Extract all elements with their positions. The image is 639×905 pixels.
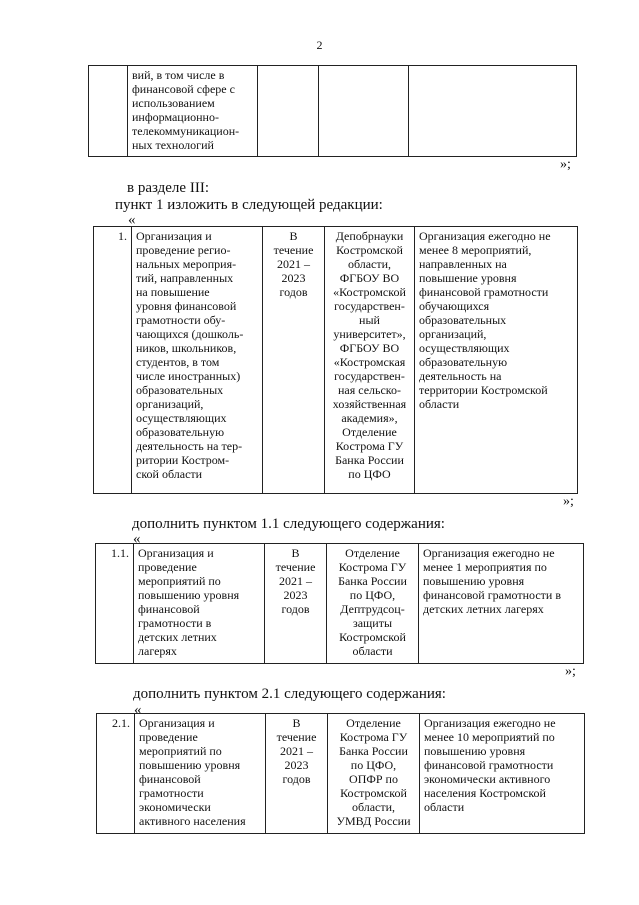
cell-text-line: организаций, bbox=[419, 327, 487, 341]
cell-text-line: грамотности в bbox=[138, 616, 212, 630]
cell-text-line: образовательную bbox=[136, 425, 225, 439]
point-1-heading: пункт 1 изложить в следующей редакции: bbox=[115, 197, 383, 213]
table-row bbox=[94, 227, 578, 494]
cell-text-line: повышению уровня bbox=[424, 744, 526, 758]
cell-text-line: Банка России bbox=[335, 453, 404, 467]
executor-cell bbox=[327, 544, 419, 664]
cell-text-line: на повышение bbox=[136, 285, 210, 299]
cell-text-line: Дептрудсоц- bbox=[340, 602, 405, 616]
opening-quote: « bbox=[128, 212, 136, 228]
cell-text-line: Кострома ГУ bbox=[339, 730, 408, 744]
cell-text-line: студентов, в том bbox=[136, 355, 220, 369]
table-row bbox=[96, 544, 584, 664]
cell-text-line: финансовой bbox=[138, 602, 200, 616]
cell-text-line: академия», bbox=[341, 411, 398, 425]
cell-text-line: государствен- bbox=[334, 369, 405, 383]
table-row bbox=[97, 714, 585, 834]
cell-text-line: повышению уровня bbox=[423, 574, 525, 588]
executor-cell bbox=[328, 714, 420, 834]
cell-text-line: годов bbox=[282, 772, 311, 786]
opening-quote: « bbox=[134, 702, 142, 718]
cell-text-line: 2021 – bbox=[280, 744, 313, 758]
cell-text-line: ФГБОУ ВО bbox=[339, 271, 400, 285]
cell-text-line: грамотности bbox=[139, 786, 204, 800]
cell-text-line: течение bbox=[276, 730, 317, 744]
executor-cell bbox=[325, 227, 415, 494]
cell-text-line: детских летних bbox=[138, 630, 217, 644]
cell-text-line: Костромской bbox=[336, 243, 403, 257]
term-cell bbox=[265, 544, 327, 664]
cell-text-line: лагерях bbox=[138, 644, 177, 658]
cell-text-line: образовательных bbox=[419, 313, 507, 327]
cell-text-line: 2023 bbox=[283, 588, 308, 602]
cell-text-line: осуществляющих bbox=[419, 341, 510, 355]
cell-text-line: повышение уровня bbox=[419, 271, 517, 285]
result-cell bbox=[409, 66, 577, 157]
cell-text-line: Костромской bbox=[340, 786, 407, 800]
cell-text-line: годов bbox=[281, 602, 310, 616]
cell-text-line: проведение регио- bbox=[136, 243, 231, 257]
cell-text-line: экономически bbox=[139, 800, 211, 814]
cell-text-line: Кострома ГУ bbox=[335, 439, 404, 453]
event-cell bbox=[134, 544, 265, 664]
cell-text-line: ный bbox=[359, 313, 380, 327]
cell-text-line: активного населения bbox=[139, 814, 246, 828]
cell-text-line: тий, направленных bbox=[136, 271, 234, 285]
cell-text-line: направленных на bbox=[419, 257, 507, 271]
cell-text-line: Отделение bbox=[346, 716, 401, 730]
cell-text-line: Организация ежегодно не bbox=[423, 546, 555, 560]
closing-quote: »; bbox=[563, 494, 574, 509]
cell-text-line: проведение bbox=[138, 560, 197, 574]
number-cell: 1. bbox=[94, 227, 132, 494]
cell-text-line: мероприятий по bbox=[139, 744, 222, 758]
cell-text-line: уровня финансовой bbox=[136, 299, 237, 313]
cell-text-line: ОПФР по bbox=[349, 772, 398, 786]
cell-text-line: ФГБОУ ВО bbox=[339, 341, 400, 355]
cell-text-line: Организация и bbox=[139, 716, 215, 730]
event-cell bbox=[128, 66, 258, 157]
cell-text-line: телекоммуникацион- bbox=[132, 124, 240, 138]
cell-text-line: государствен- bbox=[334, 299, 405, 313]
result-cell bbox=[420, 714, 585, 834]
cell-text-line: чающихся (дошколь- bbox=[136, 327, 244, 341]
number-cell: 1.1. bbox=[96, 544, 134, 664]
cell-text-line: числе иностранных) bbox=[136, 369, 241, 383]
cell-text-line: нальных мероприя- bbox=[136, 257, 237, 271]
cell-text-line: УМВД России bbox=[336, 814, 411, 828]
table-continuation bbox=[88, 65, 577, 157]
cell-text-line: финансовой грамотности в bbox=[423, 588, 562, 602]
cell-text-line: университет», bbox=[333, 327, 406, 341]
cell-text-line: Организация ежегодно не bbox=[424, 716, 556, 730]
cell-text-line: повышению уровня bbox=[139, 758, 241, 772]
point-2-1-heading: дополнить пунктом 2.1 следующего содержания: bbox=[133, 686, 446, 702]
cell-text-line: Отделение bbox=[345, 546, 400, 560]
cell-text-line: 2021 – bbox=[279, 574, 312, 588]
cell-text-line: Отделение bbox=[342, 425, 397, 439]
cell-text-line: Костромской bbox=[339, 630, 406, 644]
number-cell bbox=[89, 66, 128, 157]
number-cell: 2.1. bbox=[97, 714, 135, 834]
result-cell bbox=[419, 544, 584, 664]
cell-text-line: годов bbox=[279, 285, 308, 299]
cell-text-line: деятельность на тер- bbox=[136, 439, 243, 453]
cell-text-line: финансовой сфере с bbox=[132, 82, 235, 96]
cell-text-line: экономически активного bbox=[424, 772, 551, 786]
cell-text-line: грамотности обу- bbox=[136, 313, 226, 327]
term-cell bbox=[258, 66, 319, 157]
cell-text-line: проведение bbox=[139, 730, 198, 744]
cell-text-line: течение bbox=[275, 560, 316, 574]
executor-cell bbox=[319, 66, 409, 157]
cell-text-line: 2021 – bbox=[277, 257, 310, 271]
cell-text-line: В bbox=[289, 229, 298, 243]
cell-text-line: мероприятий по bbox=[138, 574, 221, 588]
cell-text-line: 2023 bbox=[284, 758, 309, 772]
result-cell bbox=[415, 227, 578, 494]
cell-text-line: В bbox=[291, 546, 300, 560]
cell-text-line: территории Костромской bbox=[419, 383, 548, 397]
term-cell bbox=[266, 714, 328, 834]
cell-text-line: повышению уровня bbox=[138, 588, 240, 602]
section-heading: в разделе III: bbox=[127, 180, 209, 196]
cell-text-line: образовательных bbox=[136, 383, 224, 397]
cell-text-line: хозяйственная bbox=[332, 397, 407, 411]
closing-quote: »; bbox=[565, 664, 576, 679]
cell-text-line: финансовой грамотности bbox=[424, 758, 554, 772]
cell-text-line: населения Костромской bbox=[424, 786, 546, 800]
cell-text-line: осуществляющих bbox=[136, 411, 227, 425]
event-cell bbox=[135, 714, 266, 834]
cell-text-line: обучающихся bbox=[419, 299, 490, 313]
cell-text-line: Депобрнауки bbox=[335, 229, 404, 243]
table-row bbox=[89, 66, 577, 157]
cell-text-line: по ЦФО, bbox=[350, 758, 397, 772]
closing-quote: »; bbox=[560, 157, 571, 172]
cell-text-line: области, bbox=[351, 800, 396, 814]
point-1-1-heading: дополнить пунктом 1.1 следующего содержания: bbox=[132, 516, 445, 532]
cell-text-line: В bbox=[292, 716, 301, 730]
page-number: 2 bbox=[316, 38, 323, 52]
cell-text-line: области, bbox=[347, 257, 392, 271]
cell-text-line: течение bbox=[273, 243, 314, 257]
cell-text-line: ная сельско- bbox=[337, 383, 402, 397]
cell-text-line: ных технологий bbox=[132, 138, 214, 152]
event-cell bbox=[132, 227, 263, 494]
cell-text-line: деятельность на bbox=[419, 369, 502, 383]
cell-text-line: Кострома ГУ bbox=[338, 560, 407, 574]
cell-text-line: финансовой грамотности bbox=[419, 285, 549, 299]
cell-text-line: области bbox=[424, 800, 465, 814]
opening-quote: « bbox=[133, 531, 141, 547]
cell-text-line: менее 8 мероприятий, bbox=[419, 243, 532, 257]
cell-text-line: 2023 bbox=[281, 271, 306, 285]
cell-text-line: информационно- bbox=[132, 110, 219, 124]
cell-text-line: ников, школьников, bbox=[136, 341, 237, 355]
cell-text-line: образовательную bbox=[419, 355, 508, 369]
table-point-1 bbox=[93, 226, 578, 494]
cell-text-line: менее 10 мероприятий по bbox=[424, 730, 555, 744]
term-cell bbox=[263, 227, 325, 494]
cell-text-line: Банка России bbox=[339, 744, 408, 758]
cell-text-line: ритории Костром- bbox=[136, 453, 230, 467]
cell-text-line: финансовой bbox=[139, 772, 201, 786]
cell-text-line: детских летних лагерях bbox=[423, 602, 544, 616]
cell-text-line: области bbox=[419, 397, 460, 411]
cell-text-line: по ЦФО, bbox=[349, 588, 396, 602]
table-point-1-1 bbox=[95, 543, 584, 664]
cell-text-line: Организация ежегодно не bbox=[419, 229, 551, 243]
cell-text-line: «Костромская bbox=[333, 355, 406, 369]
cell-text-line: по ЦФО bbox=[348, 467, 391, 481]
cell-text-line: ской области bbox=[136, 467, 203, 481]
cell-text-line: вий, в том числе в bbox=[132, 68, 225, 82]
cell-text-line: менее 1 мероприятия по bbox=[423, 560, 547, 574]
cell-text-line: «Костромской bbox=[333, 285, 406, 299]
cell-text-line: области bbox=[352, 644, 393, 658]
cell-text-line: организаций, bbox=[136, 397, 204, 411]
cell-text-line: Банка России bbox=[338, 574, 407, 588]
table-point-2-1 bbox=[96, 713, 585, 834]
cell-text-line: использованием bbox=[132, 96, 215, 110]
cell-text-line: Организация и bbox=[138, 546, 214, 560]
cell-text-line: защиты bbox=[352, 616, 393, 630]
cell-text-line: Организация и bbox=[136, 229, 212, 243]
